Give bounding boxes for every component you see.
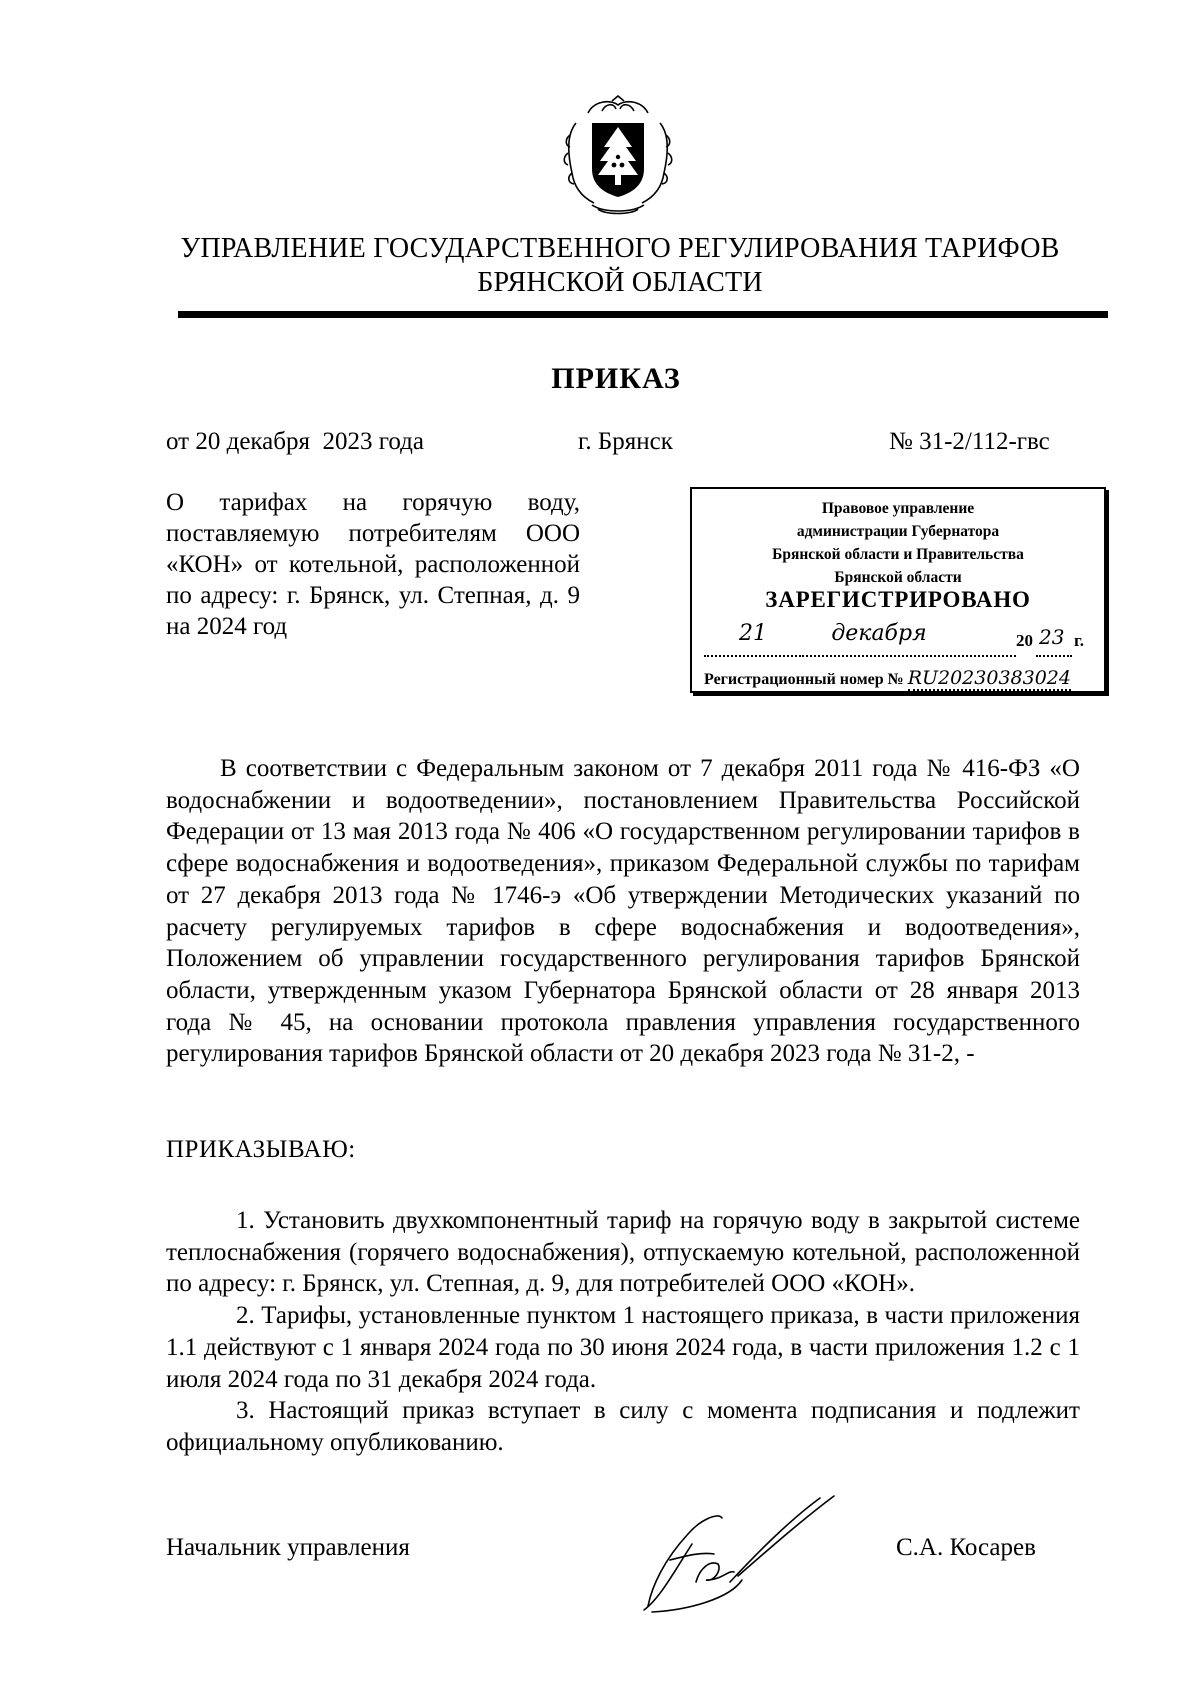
stamp-reg-label: Регистрационный номер №: [704, 671, 904, 688]
stamp-reg-value: RU20230383024: [907, 667, 1071, 689]
registration-stamp: [690, 487, 1106, 693]
document-title: ПРИКАЗ: [551, 362, 681, 395]
agency-line-2: БРЯНСКОЙ ОБЛАСТИ: [477, 267, 763, 298]
document-city: г. Брянск: [578, 428, 673, 455]
stamp-organization: [692, 497, 1104, 589]
preamble-paragraph: [166, 753, 1080, 1070]
stamp-year-suffix: 23: [1039, 625, 1065, 649]
agency-line-1: УПРАВЛЕНИЕ ГОСУДАРСТВЕННОГО РЕГУЛИРОВАНИЯ ТАРИФОВ: [180, 233, 1060, 264]
stamp-org-line-2: администрации Губернатора: [796, 523, 1000, 540]
stamp-year-unit: г.: [1074, 631, 1085, 650]
stamp-year-prefix: 20: [1016, 631, 1033, 650]
stamp-org-line-1: Правовое управление: [821, 500, 975, 517]
stamp-day: 21: [739, 621, 767, 646]
stamp-registration-number: [704, 667, 1071, 689]
signatory-name: С.А. Косарев: [896, 1534, 1036, 1561]
stamp-status: ЗАРЕГИСТРИРОВАНО: [765, 587, 1031, 612]
order-items: [166, 1205, 1080, 1459]
preamble-text: В соответствии с Федеральным законом от 7 декабря 2011 года № 416-ФЗ «О водоснабжении и водоотведении», постановлением Правительства Российской Федерации от 13 мая 2013 года № 406 «О государственном регулировании тарифов в сфере водоснабжения и водоотведения», приказом Федеральной службы по тарифам от 27 декабря 2013 года № 1746-э «Об утверждении Методических указаний по расчету регулируемых тарифов в сфере водоснабжения и водоотведения», Положением об управлении государственного регулирования тарифов Брянской области, утвержденным указом Губернатора Брянской области от 28 января 2013 года № 45, на основании протокола правления управления государственного регулирования тарифов Брянской области от 20 декабря 2023 года № 31-2, -: [166, 755, 1080, 1068]
stamp-date-line: [704, 621, 1094, 657]
stamp-org-line-4: Брянской области: [834, 569, 962, 586]
document-date: от 20 декабря 2023 года: [166, 428, 424, 455]
order-word: ПРИКАЗЫВАЮ:: [166, 1136, 356, 1163]
header-divider: [178, 311, 1108, 318]
stamp-month: декабря: [831, 621, 927, 646]
order-item-3: 3. Настоящий приказ вступает в силу с момента подписания и подлежит официальному опубликованию.: [166, 1397, 1080, 1456]
order-item-1: 1. Установить двухкомпонентный тариф на горячую воду в закрытой системе теплоснабжения (горячего водоснабжения), отпускаемую котельной, расположенной по адресу: г. Брянск, ул. Степная, д. 9, для потребителей ООО «КОН».: [166, 1207, 1080, 1298]
order-item-2: 2. Тарифы, установленные пунктом 1 настоящего приказа, в части приложения 1.1 действуют с 1 января 2024 года по 30 июня 2024 года, в части приложения 1.2 с 1 июля 2024 года по 31 декабря 2024 года.: [166, 1302, 1080, 1393]
signatory-position: Начальник управления: [166, 1534, 410, 1561]
handwritten-signature: [630, 1490, 870, 1620]
agency-name: [150, 232, 1090, 300]
stamp-org-line-3: Брянской области и Правительства: [772, 546, 1024, 563]
document-number: № 31-2/112-гвс: [889, 428, 1050, 455]
coat-of-arms-emblem: [558, 95, 678, 217]
document-subject: О тарифах на горячую воду, поставляемую потребителям ООО «КОН» от котельной, расположенной по адресу: г. Брянск, ул. Степная, д. 9 на 2024 год: [166, 489, 580, 640]
